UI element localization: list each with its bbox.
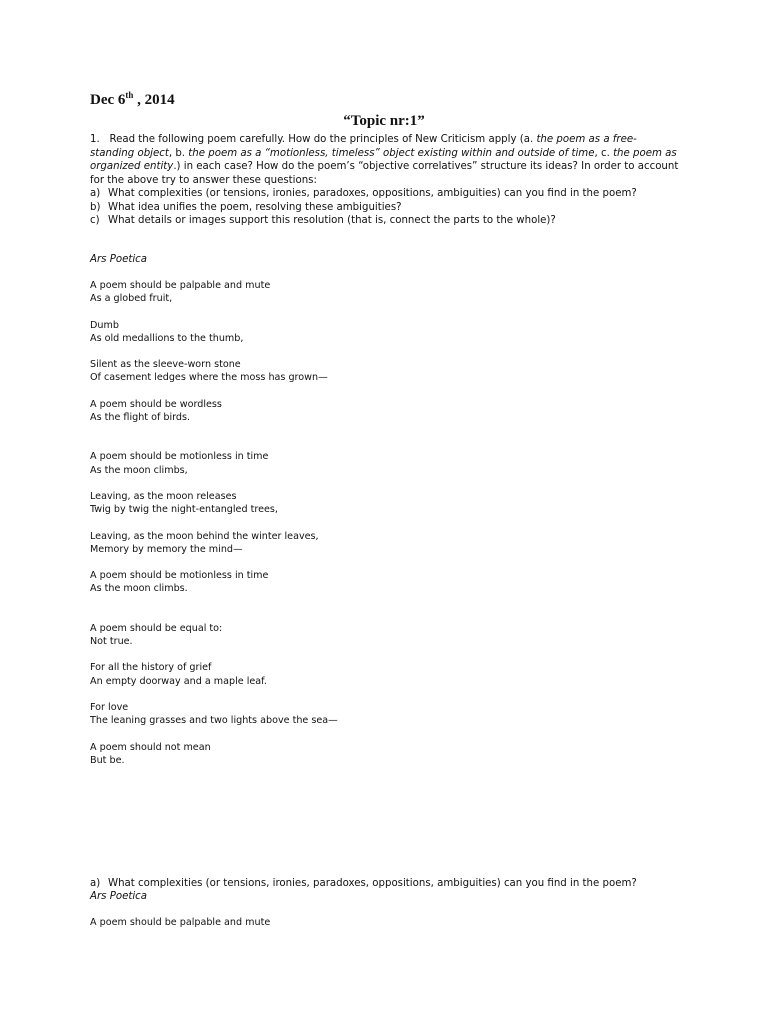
poem-line: As the moon climbs. xyxy=(90,583,188,595)
poem-line: An empty doorway and a maple leaf. xyxy=(90,675,267,687)
question-text-part: .) in each case? How do the poem’s “objective correlatives” structure its ideas? In order to account for the above try to answer these questions: xyxy=(90,161,679,186)
question-1 xyxy=(90,133,680,187)
poem-line: The leaning grasses and two lights above the sea— xyxy=(90,715,338,727)
sub-question-marker: a) xyxy=(90,188,101,199)
poem-stanza xyxy=(90,450,338,477)
question-number: 1. xyxy=(90,134,100,145)
poem-line: As old medallions to the thumb, xyxy=(90,332,244,344)
bottom-sub-question xyxy=(90,877,637,891)
poem-line: But be. xyxy=(90,754,125,766)
poem-stanza xyxy=(90,701,338,728)
poem-line: A poem should be palpable and mute xyxy=(90,280,271,291)
poem-body xyxy=(90,279,338,767)
poem-line: As the flight of birds. xyxy=(90,412,191,424)
sub-question-text: What complexities (or tensions, ironies, paradoxes, oppositions, ambiguities) can you find in the poem? xyxy=(108,188,637,199)
poem-stanza xyxy=(90,358,338,385)
bottom-poem-line: A poem should be palpable and mute xyxy=(90,917,271,928)
sub-question-text: What details or images support this resolution (that is, connect the parts to the whole)? xyxy=(108,215,556,226)
poem-line: A poem should not mean xyxy=(90,741,211,753)
sub-question-list xyxy=(90,187,680,228)
question-text-part: Read the following poem carefully. How do the principles of New Criticism apply (a. xyxy=(109,134,537,145)
question-italic-part: the poem as a “motionless, timeless” object existing within and outside of time xyxy=(188,147,595,159)
sub-question-marker: a) xyxy=(90,878,101,889)
date-year: , 2014 xyxy=(133,92,175,108)
poem-stanza xyxy=(90,741,338,768)
poem-line: Memory by memory the mind— xyxy=(90,543,243,555)
poem-line: A poem should be wordless xyxy=(90,398,222,410)
poem-line: Leaving, as the moon releases xyxy=(90,490,237,502)
poem-line: Dumb xyxy=(90,319,119,331)
question-text-part: , c. xyxy=(594,147,614,159)
poem-line: Of casement ledges where the moss has grown— xyxy=(90,372,328,384)
topic-title: “Topic nr:1” xyxy=(343,113,425,129)
poem-line: Not true. xyxy=(90,636,133,648)
poem-line: Silent as the sleeve-worn stone xyxy=(90,359,241,371)
question-italic-part: the poem as organized entity xyxy=(90,147,677,172)
poem-line: For love xyxy=(90,701,129,713)
question-text-part: , b. xyxy=(168,147,189,159)
poem-line: Twig by twig the night-entangled trees, xyxy=(90,504,278,516)
poem-line: Leaving, as the moon behind the winter leaves, xyxy=(90,530,319,542)
poem-stanza xyxy=(90,490,338,517)
sub-question-marker: b) xyxy=(90,201,101,213)
poem-line: A poem should be motionless in time xyxy=(90,451,269,463)
bottom-poem-title: Ars Poetica xyxy=(90,891,148,902)
date-day: Dec 6 xyxy=(90,92,126,108)
sub-question-marker: c) xyxy=(90,215,100,226)
poem-stanza xyxy=(90,398,338,425)
poem-title: Ars Poetica xyxy=(90,254,148,265)
poem-stanza xyxy=(90,622,338,649)
poem-line: A poem should be motionless in time xyxy=(90,570,269,582)
question-block xyxy=(90,133,680,228)
poem-line: A poem should be equal to: xyxy=(90,622,223,634)
poem-stanza xyxy=(90,279,338,306)
poem-stanza xyxy=(90,319,338,346)
poem-line: As the moon climbs, xyxy=(90,464,188,476)
question-italic-part: the poem as a free-standing object xyxy=(90,134,637,159)
sub-question-text: What idea unifies the poem, resolving these ambiguities? xyxy=(108,201,402,213)
poem-stanza xyxy=(90,661,338,688)
sub-question xyxy=(90,187,680,201)
sub-question-text: What complexities (or tensions, ironies, paradoxes, oppositions, ambiguities) can you find in the poem? xyxy=(108,878,637,889)
poem-stanza xyxy=(90,569,338,596)
date-ordinal: th xyxy=(125,90,134,100)
document-date xyxy=(90,92,175,109)
sub-question xyxy=(90,201,680,215)
poem-line: For all the history of grief xyxy=(90,662,212,674)
poem-line: As a globed fruit, xyxy=(90,293,173,305)
sub-question xyxy=(90,214,680,228)
poem-stanza xyxy=(90,530,338,557)
